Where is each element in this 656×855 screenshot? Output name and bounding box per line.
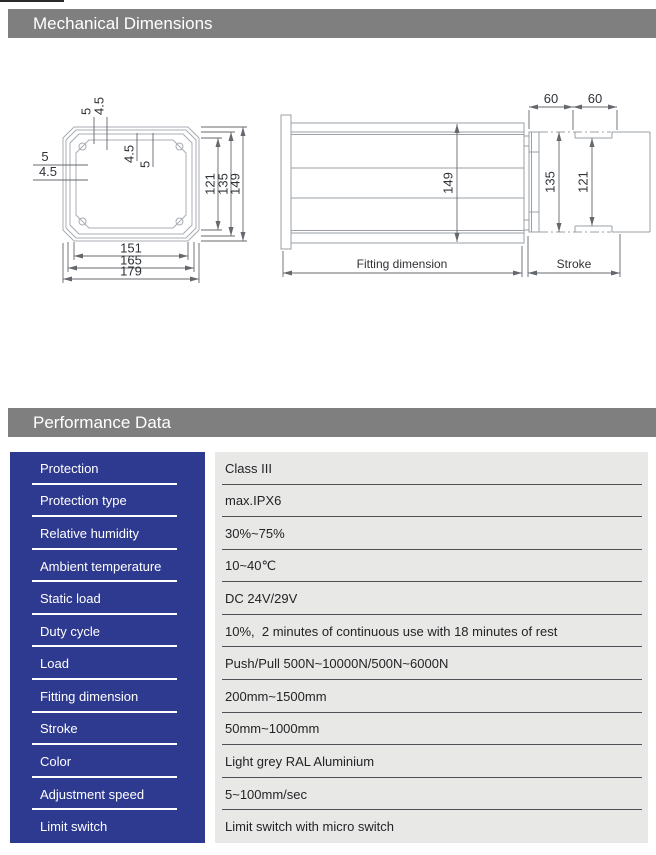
spec-value-row (215, 713, 648, 746)
spec-value: 10%, 2 minutes of continuous use with 18 minutes of rest (225, 623, 558, 639)
dim-label-60-second: 60 (587, 91, 603, 106)
spec-label: Protection (40, 460, 99, 476)
spec-row-color (10, 745, 205, 778)
spec-value-row (215, 778, 648, 811)
dim-label-body-149: 149 (440, 172, 456, 194)
dim-label-rod-121: 121 (575, 171, 591, 193)
dim-label-179: 179 (120, 263, 142, 279)
spec-value: 50mm~1000mm (225, 721, 320, 737)
dim-label-plate-135: 135 (542, 171, 558, 193)
dim-label-left-5: 5 (41, 149, 49, 164)
spec-value: 200mm~1500mm (225, 688, 327, 704)
stroke-label: Stroke (556, 257, 592, 271)
spec-label: Fitting dimension (40, 688, 139, 704)
spec-value: 5~100mm/sec (225, 786, 308, 802)
spec-label: Stroke (40, 721, 78, 737)
spec-label: Relative humidity (40, 525, 139, 541)
scan-edge-artifact (0, 0, 64, 2)
spec-row-protection-type (10, 485, 205, 518)
section-header-mechanical-dimensions (8, 9, 656, 38)
spec-value-row (215, 745, 648, 778)
performance-value-column (215, 452, 648, 843)
dim-label-top-5: 5 (78, 107, 94, 115)
spec-label: Color (40, 754, 72, 770)
spec-row-limit-switch (10, 810, 205, 843)
spec-value-row (215, 615, 648, 648)
spec-label: Ambient temperature (40, 558, 162, 574)
spec-value-row (215, 582, 648, 615)
spec-value-row (215, 647, 648, 680)
dim-label-165: 165 (120, 252, 142, 268)
spec-row-ambient-temperature (10, 550, 205, 583)
spec-label: Protection type (40, 493, 127, 509)
spec-label: Static load (40, 591, 101, 607)
spec-row-protection (10, 452, 205, 485)
spec-value: 10~40℃ (225, 558, 277, 574)
spec-value: Class III (225, 460, 272, 476)
spec-value: 30%~75% (225, 525, 285, 541)
spec-row-load (10, 647, 205, 680)
dim-label-121: 121 (202, 173, 218, 195)
spec-value-row (215, 452, 648, 485)
dim-label-top-4-5: 4.5 (91, 96, 107, 115)
performance-label-column (10, 452, 205, 843)
spec-value-row (215, 680, 648, 713)
mechanical-drawings (0, 60, 656, 300)
spec-row-stroke (10, 713, 205, 746)
spec-row-relative-humidity (10, 517, 205, 550)
section-header-performance-data (8, 408, 656, 437)
cross-section-drawing (33, 97, 247, 283)
spec-value: DC 24V/29V (225, 591, 298, 607)
spec-row-duty-cycle (10, 615, 205, 648)
spec-value-row (215, 485, 648, 518)
dim-label-inner-4-5: 4.5 (121, 144, 137, 163)
spec-label: Duty cycle (40, 623, 100, 639)
section-title: Mechanical Dimensions (33, 14, 213, 33)
section-title: Performance Data (33, 413, 171, 432)
dimension-drawings-svg (0, 60, 656, 300)
dim-label-left-4-5: 4.5 (38, 164, 58, 179)
fitting-dimension-label: Fitting dimension (356, 257, 448, 271)
dim-label-149: 149 (227, 173, 243, 195)
spec-label: Limit switch (40, 819, 108, 835)
dim-label-151: 151 (120, 240, 142, 256)
spec-row-static-load (10, 582, 205, 615)
spec-label: Load (40, 656, 69, 672)
spec-label: Adjustment speed (40, 786, 145, 802)
dim-label-60-first: 60 (543, 91, 559, 106)
spec-value: Limit switch with micro switch (225, 819, 395, 835)
spec-row-adjustment-speed (10, 778, 205, 811)
dim-label-135: 135 (215, 173, 231, 195)
spec-value-row (215, 517, 648, 550)
spec-value-row (215, 550, 648, 583)
spec-value: Push/Pull 500N~10000N/500N~6000N (225, 656, 449, 672)
spec-value: Light grey RAL Aluminium (225, 754, 375, 770)
spec-value: max.IPX6 (225, 493, 282, 509)
dim-label-inner-5: 5 (137, 160, 153, 168)
spec-row-fitting-dimension (10, 680, 205, 713)
spec-value-row (215, 810, 648, 843)
side-view-drawing (281, 91, 650, 277)
